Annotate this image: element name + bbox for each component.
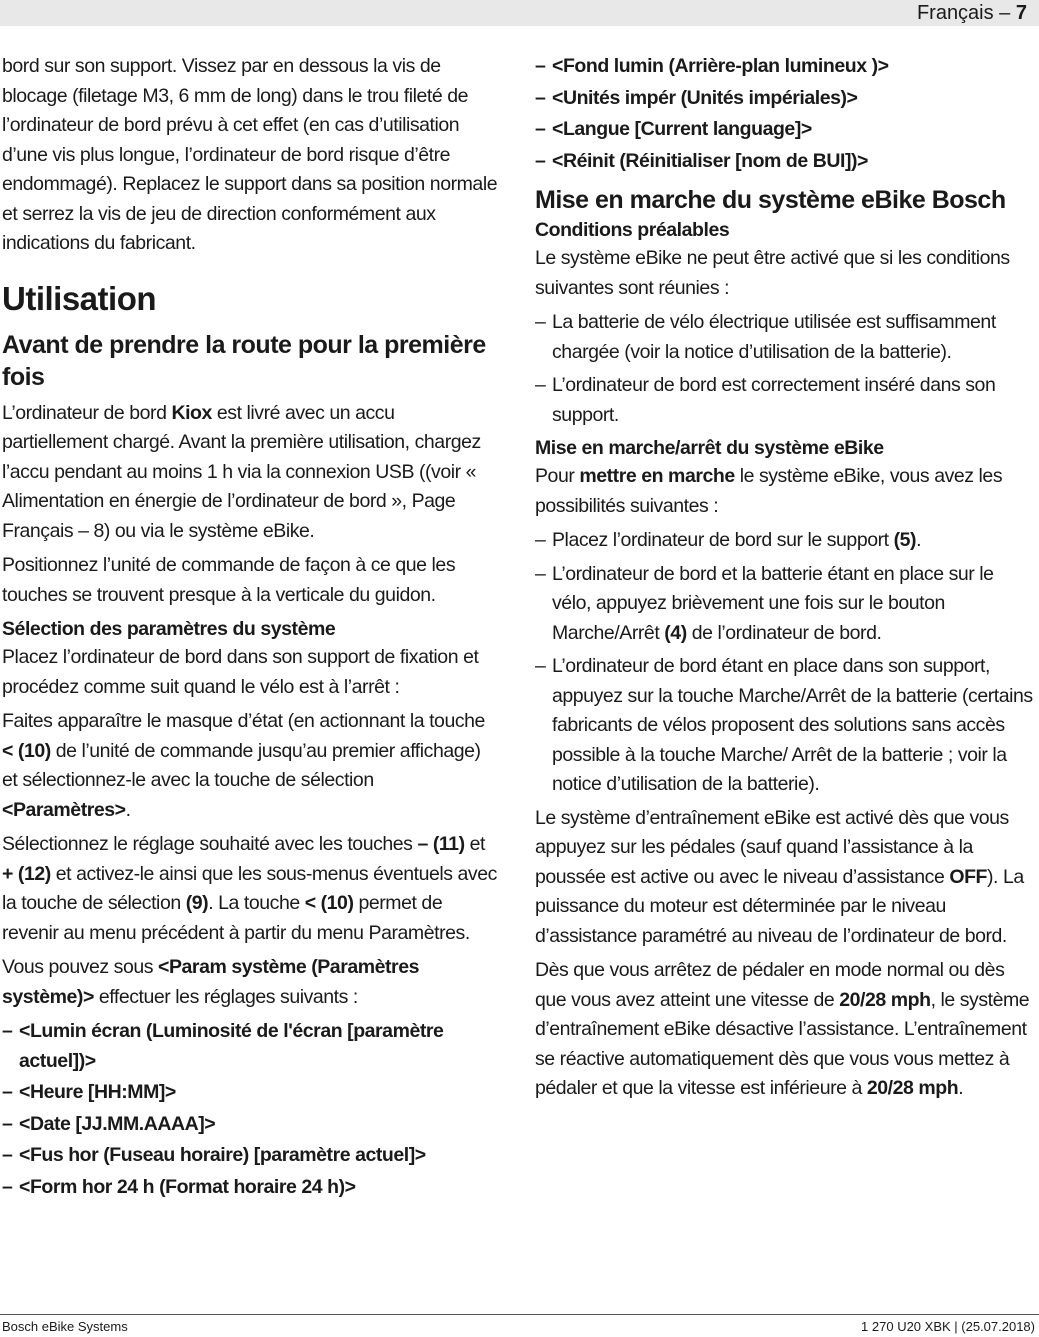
page-footer (0, 1314, 1039, 1334)
list-item: – <Heure [HH:MM]> (2, 1078, 500, 1108)
page-number: 7 (1015, 2, 1027, 24)
settings-list-right (535, 52, 1035, 176)
footer-brand: Bosch eBike Systems (2, 1319, 128, 1334)
paragraph-speed-limit: Dès que vous arrêtez de pédaler en mode normal ou dès que vous avez atteint une vitesse de 20/28 mph, le système d’entraînement eBike désactive l’assistance. L’entraînement se réactive automatiquement dès que vous vous mettez à pédaler et que la vitesse est inférieure à 20/28 mph. (535, 959, 1030, 1099)
list-item: – L’ordinateur de bord étant en place dans son support, appuyez sur la touche Marche/Arrêt de la batterie (certains fabricants de vélos proposent des solutions sans accès possible à la touche Marche/ Arrêt de la batterie ; voir la notice d’utilisation de la batterie). (535, 652, 1035, 800)
paragraph-kiox: L’ordinateur de bord Kiox est livré avec un accu partiellement chargé. Avant la première utilisation, chargez l’accu pendant au moins 1 h via la connexion USB ((voir « Alimentation en énergie de l’ordinateur de bord », Page Français – 8) ou via le système eBike. (2, 401, 481, 542)
list-item: – <Date [JJ.MM.AAAA]> (2, 1110, 500, 1140)
start-options-list (535, 526, 1035, 800)
conditions-list (535, 308, 1035, 430)
subsection-title-first-ride: Avant de prendre la route pour la première fois (2, 330, 486, 391)
right-column (535, 52, 1035, 1109)
paragraph-drive-activation: Le système d’entraînement eBike est activé dès que vous appuyez sur les pédales (sauf quand l’assistance à la poussée est active ou avec le niveau d’assistance OFF). La puissance du moteur est déterminée par le niveau d’assistance paramétré au niveau de l’ordinateur de bord. (535, 806, 1024, 947)
footer-doc-id: 1 270 U20 XBK | (25.07.2018) (861, 1319, 1035, 1334)
heading-prerequisites: Conditions préalables (535, 219, 730, 241)
list-item: – <Réinit (Réinitialiser [nom de BUI])> (535, 147, 1035, 177)
paragraph-system-params: Vous pouvez sous <Param système (Paramètres système)> effectuer les réglages suivants : (2, 956, 419, 1008)
paragraph-control-unit: Positionnez l’unité de commande de façon à ce que les touches se trouvent presque à la verticale du guidon. (2, 554, 456, 606)
list-item: – <Lumin écran (Luminosité de l'écran [paramètre actuel])> (2, 1017, 500, 1076)
heading-on-off: Mise en marche/arrêt du système eBike (535, 437, 884, 459)
section-title-utilisation: Utilisation (2, 279, 157, 317)
list-item: – L’ordinateur de bord et la batterie étant en place sur le vélo, appuyez brièvement une fois sur le bouton Marche/Arrêt (4) de l’ordinateur de bord. (535, 560, 1035, 649)
list-item: – <Langue [Current language]> (535, 115, 1035, 145)
left-column (2, 52, 500, 1206)
heading-system-settings: Sélection des paramètres du système (2, 618, 336, 640)
list-item: – La batterie de vélo électrique utilisée est suffisamment chargée (voir la notice d’utilisation de la batterie). (535, 308, 1035, 367)
paragraph-place-computer: Placez l’ordinateur de bord dans son support de fixation et procédez comme suit quand le vélo est à l’arrêt : (2, 646, 479, 698)
paragraph-status-screen: Faites apparaître le masque d’état (en actionnant la touche < (10) de l’unité de commande jusqu’au premier affichage) et sélectionnez-le avec la touche de sélection <Paramètres>. (2, 710, 485, 821)
list-item: – <Unités impér (Unités impériales)> (535, 84, 1035, 114)
list-item: – <Fus hor (Fuseau horaire) [paramètre actuel]> (2, 1141, 500, 1171)
paragraph-conditions-intro: Le système eBike ne peut être activé que si les conditions suivantes sont réunies : (535, 247, 1010, 299)
list-item: – L’ordinateur de bord est correctement inséré dans son support. (535, 371, 1035, 430)
intro-paragraph: bord sur son support. Vissez par en dessous la vis de blocage (filetage M3, 6 mm de long) dans le trou fileté de l’ordinateur de bord prévu à cet effet (en cas d’utilisation d’une vis plus longue, l’ordinateur de bord risque d’être endommagé). Replacez le support dans sa position normale et serrez la vis de jeu de direction conformément aux indications du fabricant. (2, 55, 498, 254)
list-item: – <Fond lumin (Arrière-plan lumineux )> (535, 52, 1035, 82)
paragraph-start-options: Pour mettre en marche le système eBike, vous avez les possibilités suivantes : (535, 465, 1003, 517)
header-language: Français – (916, 2, 1011, 24)
subsection-title-start-system: Mise en marche du système eBike Bosch (535, 186, 1006, 214)
page-header (0, 0, 1039, 26)
list-item: – Placez l’ordinateur de bord sur le support (5). (535, 526, 1035, 556)
header-title (917, 0, 1027, 26)
list-item: – <Form hor 24 h (Format horaire 24 h)> (2, 1173, 500, 1203)
settings-list-left (2, 1017, 500, 1202)
paragraph-select-setting: Sélectionnez le réglage souhaité avec les touches – (11) et + (12) et activez-le ainsi que les sous-menus éventuels avec la touche de sélection (9). La touche < (10) permet de revenir au menu précédent à partir du menu Paramètres. (2, 833, 497, 944)
